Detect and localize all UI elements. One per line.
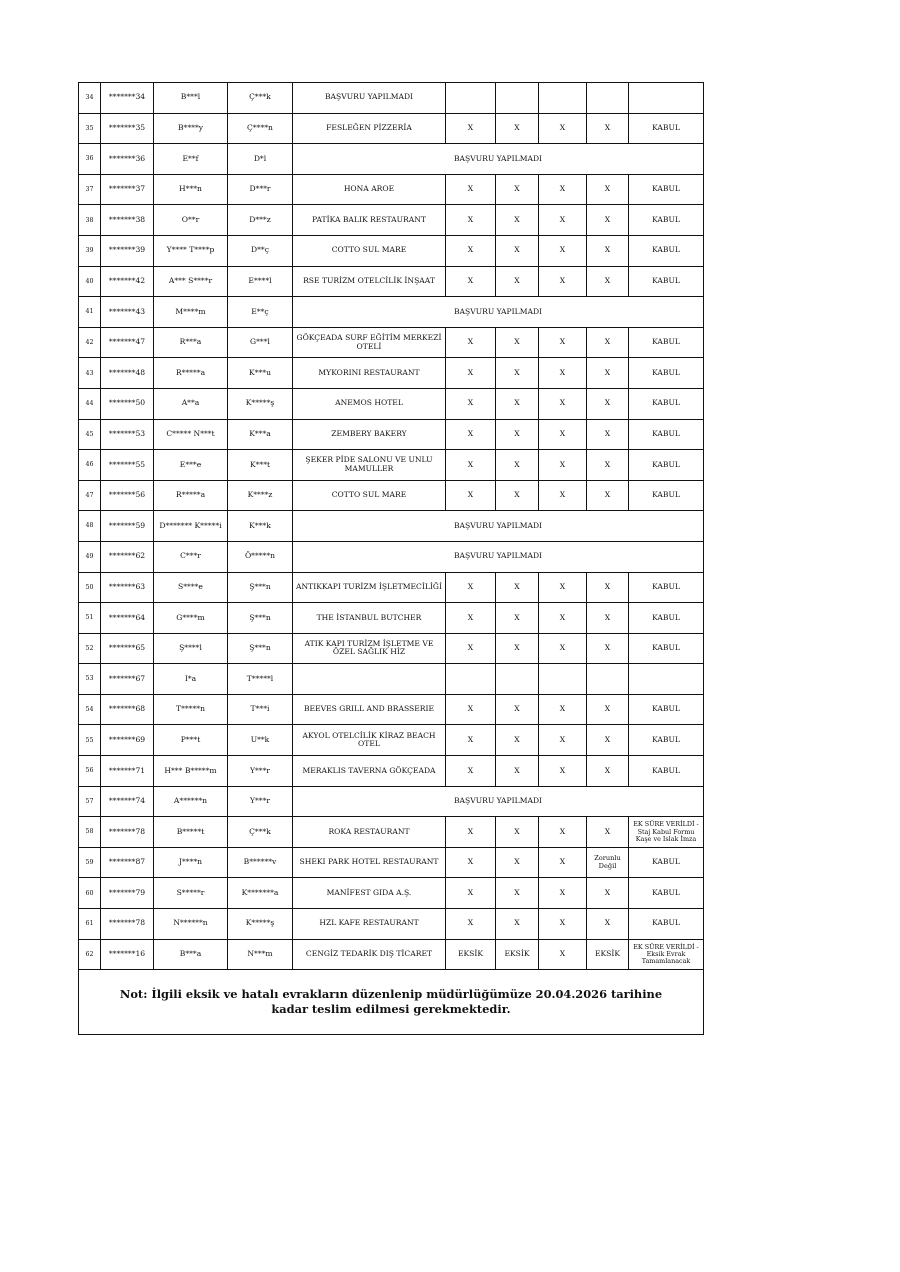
document-1-status: X xyxy=(446,603,496,634)
student-id: *******74 xyxy=(101,786,154,817)
company-name: ATIK KAPI TURİZM İŞLETME VE ÖZEL SAĞLIK HİZ xyxy=(293,633,446,664)
result-status xyxy=(629,83,704,114)
table-row xyxy=(79,419,704,450)
company-name: BEEVES GRILL AND BRASSERIE xyxy=(293,694,446,725)
document-3-status: X xyxy=(539,480,587,511)
row-number: 52 xyxy=(79,633,101,664)
row-number: 50 xyxy=(79,572,101,603)
document-3-status: X xyxy=(539,113,587,144)
student-surname: E**ç xyxy=(228,297,293,328)
table-row xyxy=(79,327,704,358)
student-id: *******34 xyxy=(101,83,154,114)
document-2-status: X xyxy=(496,388,539,419)
document-3-status: X xyxy=(539,174,587,205)
student-id: *******67 xyxy=(101,664,154,695)
document-1-status: X xyxy=(446,174,496,205)
document-2-status: X xyxy=(496,725,539,756)
company-name: ROKA RESTAURANT xyxy=(293,817,446,848)
row-number: 53 xyxy=(79,664,101,695)
student-name: E***e xyxy=(154,450,228,481)
document-1-status: X xyxy=(446,388,496,419)
student-id: *******53 xyxy=(101,419,154,450)
student-surname: K***t xyxy=(228,450,293,481)
company-name: MANİFEST GIDA A.Ş. xyxy=(293,878,446,909)
document-4-status xyxy=(587,83,629,114)
table-row xyxy=(79,664,704,695)
table-row xyxy=(79,633,704,664)
student-id: *******37 xyxy=(101,174,154,205)
document-4-status: X xyxy=(587,603,629,634)
student-surname: K***u xyxy=(228,358,293,389)
row-number: 36 xyxy=(79,144,101,175)
document-1-status: X xyxy=(446,450,496,481)
student-surname: Ö*****n xyxy=(228,541,293,572)
document-3-status: X xyxy=(539,756,587,787)
student-name: H*** B*****m xyxy=(154,756,228,787)
document-2-status: X xyxy=(496,174,539,205)
student-name: A******n xyxy=(154,786,228,817)
result-status: KABUL xyxy=(629,388,704,419)
student-id: *******39 xyxy=(101,235,154,266)
document-1-status: X xyxy=(446,358,496,389)
student-surname: Ç***k xyxy=(228,83,293,114)
student-name: Y**** T****p xyxy=(154,235,228,266)
student-surname: Ç****n xyxy=(228,113,293,144)
student-surname: D*l xyxy=(228,144,293,175)
document-4-status: X xyxy=(587,235,629,266)
document-3-status: X xyxy=(539,358,587,389)
document-3-status: X xyxy=(539,419,587,450)
document-3-status: X xyxy=(539,817,587,848)
student-name: B*****t xyxy=(154,817,228,848)
table-row xyxy=(79,205,704,236)
document-4-status: X xyxy=(587,113,629,144)
document-1-status: X xyxy=(446,572,496,603)
company-name: BAŞVURU YAPILMADI xyxy=(293,83,446,114)
row-number: 45 xyxy=(79,419,101,450)
row-number: 57 xyxy=(79,786,101,817)
document-2-status: X xyxy=(496,572,539,603)
student-id: *******64 xyxy=(101,603,154,634)
student-id: *******79 xyxy=(101,878,154,909)
document-4-status: Zorunlu Değil xyxy=(587,847,629,878)
company-name: FESLEĞEN PİZZERİA xyxy=(293,113,446,144)
document-1-status: X xyxy=(446,847,496,878)
student-id: *******35 xyxy=(101,113,154,144)
company-name: COTTO SUL MARE xyxy=(293,480,446,511)
student-surname: K***a xyxy=(228,419,293,450)
student-name: S*****r xyxy=(154,878,228,909)
row-number: 56 xyxy=(79,756,101,787)
company-name: MERAKLIS TAVERNA GÖKÇEADA xyxy=(293,756,446,787)
student-name: E**f xyxy=(154,144,228,175)
row-number: 41 xyxy=(79,297,101,328)
result-status: KABUL xyxy=(629,358,704,389)
row-number: 55 xyxy=(79,725,101,756)
row-number: 60 xyxy=(79,878,101,909)
result-status: KABUL xyxy=(629,633,704,664)
student-surname: D***r xyxy=(228,174,293,205)
document-4-status: X xyxy=(587,480,629,511)
result-status: KABUL xyxy=(629,909,704,940)
row-number: 59 xyxy=(79,847,101,878)
table-row xyxy=(79,450,704,481)
row-number: 38 xyxy=(79,205,101,236)
table-row xyxy=(79,756,704,787)
company-name: BAŞVURU YAPILMADI xyxy=(293,511,704,542)
document-3-status: X xyxy=(539,694,587,725)
company-name: ŞEKER PİDE SALONU VE UNLU MAMULLER xyxy=(293,450,446,481)
document-1-status: X xyxy=(446,817,496,848)
company-name: COTTO SUL MARE xyxy=(293,235,446,266)
student-name: S****e xyxy=(154,572,228,603)
student-surname: T***i xyxy=(228,694,293,725)
student-id: *******38 xyxy=(101,205,154,236)
student-surname: K****z xyxy=(228,480,293,511)
document-1-status xyxy=(446,664,496,695)
document-2-status: X xyxy=(496,358,539,389)
table-row xyxy=(79,694,704,725)
table-row xyxy=(79,266,704,297)
table-row xyxy=(79,939,704,970)
student-name: P***t xyxy=(154,725,228,756)
student-surname: D***z xyxy=(228,205,293,236)
student-name: B****y xyxy=(154,113,228,144)
student-surname: K*****ş xyxy=(228,388,293,419)
table-row xyxy=(79,878,704,909)
table-row xyxy=(79,786,704,817)
result-status: KABUL xyxy=(629,725,704,756)
table-row xyxy=(79,144,704,175)
student-id: *******78 xyxy=(101,909,154,940)
student-id: *******65 xyxy=(101,633,154,664)
row-number: 39 xyxy=(79,235,101,266)
row-number: 34 xyxy=(79,83,101,114)
student-surname: Y***r xyxy=(228,786,293,817)
document-4-status xyxy=(587,664,629,695)
company-name: PATİKA BALIK RESTAURANT xyxy=(293,205,446,236)
student-id: *******69 xyxy=(101,725,154,756)
row-number: 61 xyxy=(79,909,101,940)
student-id: *******56 xyxy=(101,480,154,511)
row-number: 49 xyxy=(79,541,101,572)
student-id: *******47 xyxy=(101,327,154,358)
document-4-status: X xyxy=(587,725,629,756)
company-name: CENGİZ TEDARİK DIŞ TİCARET xyxy=(293,939,446,970)
student-name: R***a xyxy=(154,327,228,358)
result-status: KABUL xyxy=(629,419,704,450)
document-3-status: X xyxy=(539,235,587,266)
student-name: T*****n xyxy=(154,694,228,725)
student-id: *******50 xyxy=(101,388,154,419)
document-2-status: X xyxy=(496,817,539,848)
document-1-status: X xyxy=(446,205,496,236)
document-2-status: X xyxy=(496,847,539,878)
document-2-status xyxy=(496,664,539,695)
document-2-status: X xyxy=(496,480,539,511)
row-number: 42 xyxy=(79,327,101,358)
student-id: *******16 xyxy=(101,939,154,970)
company-name: BAŞVURU YAPILMADI xyxy=(293,541,704,572)
company-name: BAŞVURU YAPILMADI xyxy=(293,297,704,328)
student-name: A**a xyxy=(154,388,228,419)
document-4-status: X xyxy=(587,358,629,389)
table-row xyxy=(79,541,704,572)
student-name: R*****a xyxy=(154,480,228,511)
result-status: EK SÜRE VERİLDİ - Staj Kabul Formu Kaşe ve Islak İmza xyxy=(629,817,704,848)
document-4-status: X xyxy=(587,388,629,419)
document-2-status xyxy=(496,83,539,114)
deadline-note: Not: İlgili eksik ve hatalı evrakların düzenlenip müdürlüğümüze 20.04.2026 tarihine kadar teslim edilmesi gerekmektedir. xyxy=(79,970,704,1035)
document-4-status: EKSİK xyxy=(587,939,629,970)
company-name: ANEMOS HOTEL xyxy=(293,388,446,419)
row-number: 46 xyxy=(79,450,101,481)
student-id: *******87 xyxy=(101,847,154,878)
student-surname: T*****l xyxy=(228,664,293,695)
document-3-status: X xyxy=(539,603,587,634)
student-name: O**r xyxy=(154,205,228,236)
company-name: THE İSTANBUL BUTCHER xyxy=(293,603,446,634)
document-3-status: X xyxy=(539,909,587,940)
student-name: J****n xyxy=(154,847,228,878)
company-name: GÖKÇEADA SURF EĞİTİM MERKEZİ OTELİ xyxy=(293,327,446,358)
student-id: *******71 xyxy=(101,756,154,787)
student-surname: Ş***n xyxy=(228,603,293,634)
document-2-status: X xyxy=(496,450,539,481)
document-4-status: X xyxy=(587,817,629,848)
company-name: BAŞVURU YAPILMADI xyxy=(293,786,704,817)
document-2-status: X xyxy=(496,694,539,725)
document-4-status: X xyxy=(587,205,629,236)
student-name: I*a xyxy=(154,664,228,695)
document-4-status: X xyxy=(587,633,629,664)
row-number: 43 xyxy=(79,358,101,389)
student-name: M****m xyxy=(154,297,228,328)
student-name: Ş****l xyxy=(154,633,228,664)
table-row xyxy=(79,358,704,389)
table-row xyxy=(79,388,704,419)
student-name: G****m xyxy=(154,603,228,634)
result-status: KABUL xyxy=(629,205,704,236)
document-1-status: X xyxy=(446,266,496,297)
document-1-status xyxy=(446,83,496,114)
document-1-status: X xyxy=(446,878,496,909)
student-id: *******59 xyxy=(101,511,154,542)
document-2-status: X xyxy=(496,205,539,236)
student-id: *******78 xyxy=(101,817,154,848)
table-row xyxy=(79,572,704,603)
document-3-status: X xyxy=(539,725,587,756)
document-4-status: X xyxy=(587,909,629,940)
document-1-status: X xyxy=(446,480,496,511)
student-id: *******48 xyxy=(101,358,154,389)
document-2-status: X xyxy=(496,633,539,664)
document-1-status: X xyxy=(446,694,496,725)
result-status: KABUL xyxy=(629,756,704,787)
result-status: EK SÜRE VERİLDİ - Eksik Evrak Tamamlanacak xyxy=(629,939,704,970)
row-number: 44 xyxy=(79,388,101,419)
document-4-status: X xyxy=(587,756,629,787)
document-3-status: X xyxy=(539,327,587,358)
table-row xyxy=(79,480,704,511)
student-surname: Ş***n xyxy=(228,572,293,603)
document-2-status: X xyxy=(496,603,539,634)
student-surname: K*****ş xyxy=(228,909,293,940)
document-3-status: X xyxy=(539,450,587,481)
document-1-status: EKSİK xyxy=(446,939,496,970)
document-3-status: X xyxy=(539,205,587,236)
table-body xyxy=(79,83,704,970)
document-1-status: X xyxy=(446,419,496,450)
student-surname: Ç***k xyxy=(228,817,293,848)
document-4-status: X xyxy=(587,450,629,481)
student-surname: Y***r xyxy=(228,756,293,787)
document-4-status: X xyxy=(587,419,629,450)
student-name: N******n xyxy=(154,909,228,940)
table-row xyxy=(79,511,704,542)
student-id: *******62 xyxy=(101,541,154,572)
row-number: 47 xyxy=(79,480,101,511)
document-3-status: X xyxy=(539,847,587,878)
row-number: 40 xyxy=(79,266,101,297)
document-1-status: X xyxy=(446,113,496,144)
student-surname: N***m xyxy=(228,939,293,970)
company-name: RSE TURİZM OTELCİLİK İNŞAAT xyxy=(293,266,446,297)
document-3-status: X xyxy=(539,878,587,909)
student-surname: G***l xyxy=(228,327,293,358)
student-surname: Ş***n xyxy=(228,633,293,664)
document-3-status: X xyxy=(539,572,587,603)
internship-applications-table xyxy=(78,82,704,1035)
result-status: KABUL xyxy=(629,327,704,358)
company-name: ZEMBERY BAKERY xyxy=(293,419,446,450)
company-name: BAŞVURU YAPILMADI xyxy=(293,144,704,175)
company-name: ANTIKKAPI TURİZM İŞLETMECİLİĞİ xyxy=(293,572,446,603)
result-status: KABUL xyxy=(629,235,704,266)
student-name: B***a xyxy=(154,939,228,970)
table-row xyxy=(79,174,704,205)
student-name: D******* K*****i xyxy=(154,511,228,542)
row-number: 48 xyxy=(79,511,101,542)
row-number: 62 xyxy=(79,939,101,970)
document-2-status: X xyxy=(496,909,539,940)
document-2-status: X xyxy=(496,113,539,144)
row-number: 58 xyxy=(79,817,101,848)
company-name: MYKORINI RESTAURANT xyxy=(293,358,446,389)
document-1-status: X xyxy=(446,909,496,940)
student-id: *******36 xyxy=(101,144,154,175)
student-name: R*****a xyxy=(154,358,228,389)
result-status: KABUL xyxy=(629,878,704,909)
student-name: C***** N***t xyxy=(154,419,228,450)
student-id: *******68 xyxy=(101,694,154,725)
result-status: KABUL xyxy=(629,450,704,481)
row-number: 35 xyxy=(79,113,101,144)
document-4-status: X xyxy=(587,694,629,725)
row-number: 54 xyxy=(79,694,101,725)
table-row xyxy=(79,297,704,328)
document-3-status: X xyxy=(539,388,587,419)
document-2-status: EKSİK xyxy=(496,939,539,970)
student-id: *******42 xyxy=(101,266,154,297)
company-name: SHEKI PARK HOTEL RESTAURANT xyxy=(293,847,446,878)
table-row xyxy=(79,817,704,848)
document-4-status: X xyxy=(587,327,629,358)
table-row xyxy=(79,113,704,144)
student-surname: D**ç xyxy=(228,235,293,266)
document-4-status: X xyxy=(587,878,629,909)
company-name xyxy=(293,664,446,695)
student-surname: B******v xyxy=(228,847,293,878)
document-2-status: X xyxy=(496,878,539,909)
table-row xyxy=(79,83,704,114)
row-number: 37 xyxy=(79,174,101,205)
document-4-status: X xyxy=(587,266,629,297)
result-status: KABUL xyxy=(629,847,704,878)
document-2-status: X xyxy=(496,756,539,787)
document-3-status: X xyxy=(539,633,587,664)
document-2-status: X xyxy=(496,327,539,358)
document-1-status: X xyxy=(446,327,496,358)
document-2-status: X xyxy=(496,266,539,297)
result-status: KABUL xyxy=(629,266,704,297)
student-name: H***n xyxy=(154,174,228,205)
document-2-status: X xyxy=(496,419,539,450)
table-row xyxy=(79,603,704,634)
student-name: B***l xyxy=(154,83,228,114)
document-4-status: X xyxy=(587,572,629,603)
company-name: AKYOL OTELCİLİK KİRAZ BEACH OTEL xyxy=(293,725,446,756)
row-number: 51 xyxy=(79,603,101,634)
result-status: KABUL xyxy=(629,174,704,205)
table-row xyxy=(79,725,704,756)
note-row xyxy=(79,970,704,1035)
student-surname: K***k xyxy=(228,511,293,542)
document-1-status: X xyxy=(446,235,496,266)
document-3-status: X xyxy=(539,939,587,970)
result-status: KABUL xyxy=(629,572,704,603)
table-row xyxy=(79,909,704,940)
student-id: *******63 xyxy=(101,572,154,603)
company-name: HONA AROE xyxy=(293,174,446,205)
student-name: C***r xyxy=(154,541,228,572)
document-2-status: X xyxy=(496,235,539,266)
student-surname: U**k xyxy=(228,725,293,756)
document-1-status: X xyxy=(446,633,496,664)
table-row xyxy=(79,847,704,878)
document-3-status xyxy=(539,664,587,695)
result-status: KABUL xyxy=(629,694,704,725)
document-3-status: X xyxy=(539,266,587,297)
document-1-status: X xyxy=(446,756,496,787)
document-4-status: X xyxy=(587,174,629,205)
student-id: *******43 xyxy=(101,297,154,328)
result-status: KABUL xyxy=(629,480,704,511)
student-surname: E****l xyxy=(228,266,293,297)
result-status xyxy=(629,664,704,695)
document-3-status xyxy=(539,83,587,114)
table-row xyxy=(79,235,704,266)
student-name: A*** S****r xyxy=(154,266,228,297)
result-status: KABUL xyxy=(629,603,704,634)
document-1-status: X xyxy=(446,725,496,756)
company-name: HZL KAFE RESTAURANT xyxy=(293,909,446,940)
student-surname: K*******a xyxy=(228,878,293,909)
student-id: *******55 xyxy=(101,450,154,481)
result-status: KABUL xyxy=(629,113,704,144)
